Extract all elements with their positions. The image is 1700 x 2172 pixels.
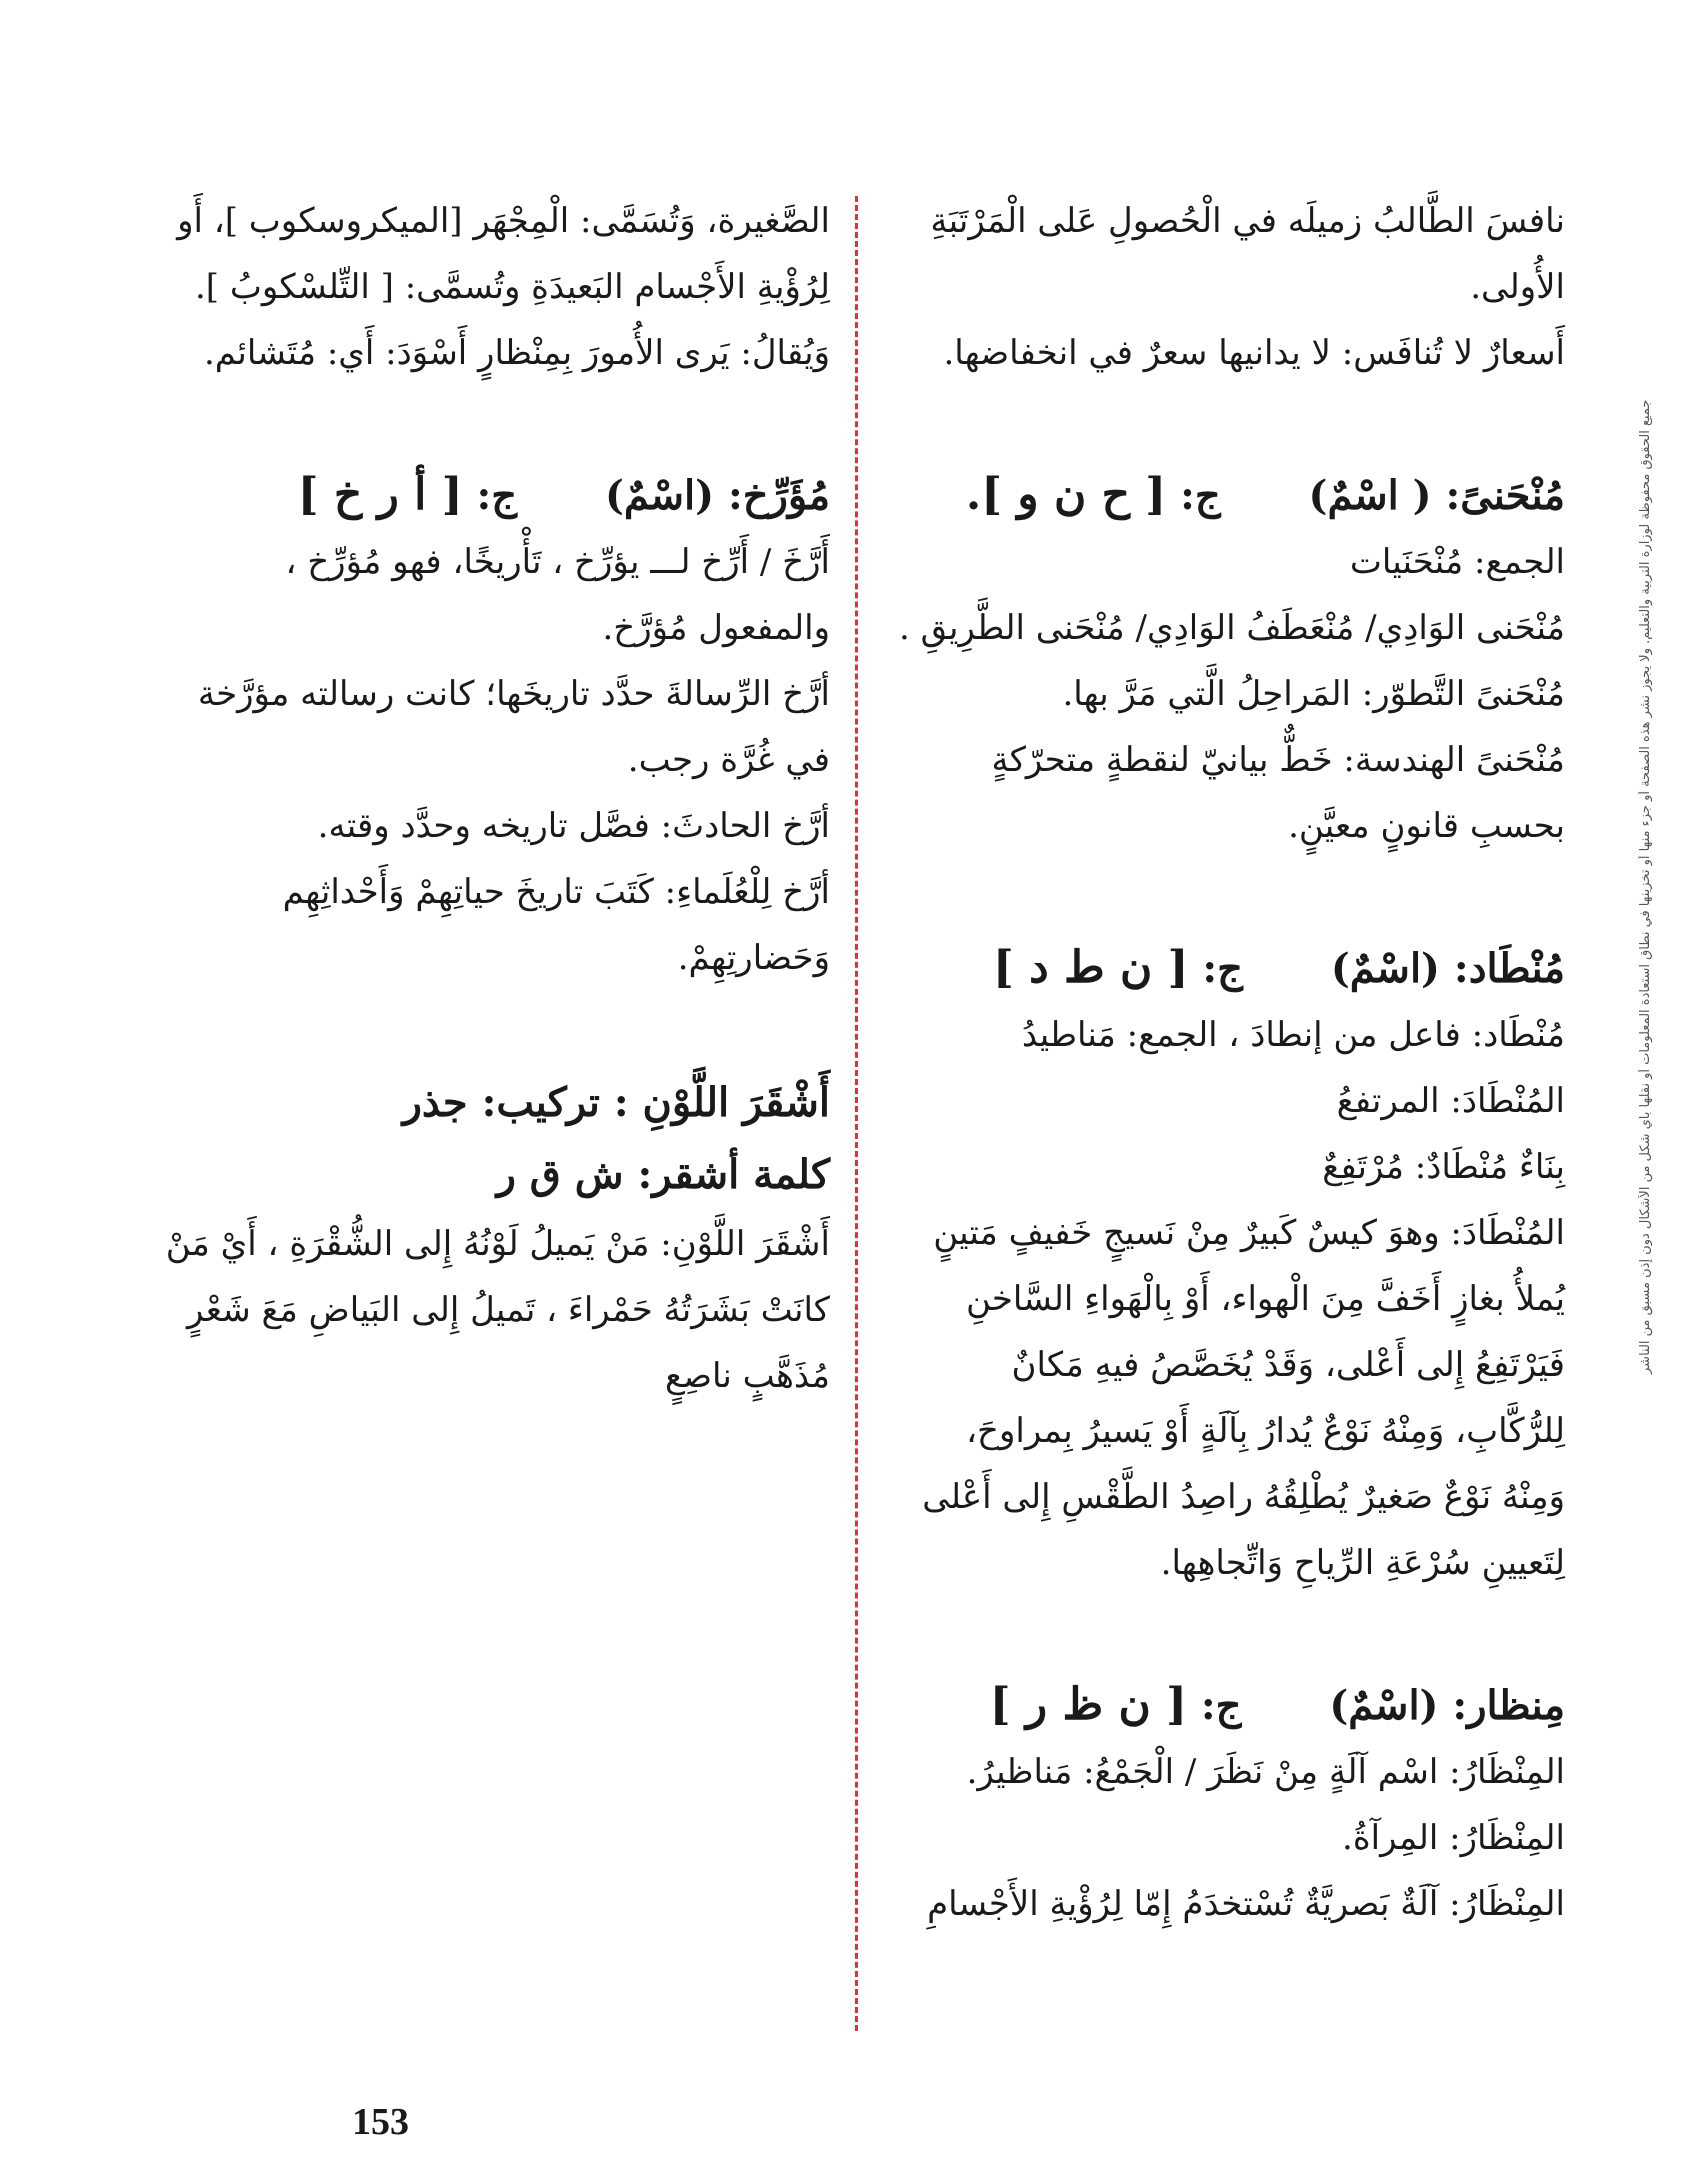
entry-root: [ أ ر خ ] — [297, 469, 463, 520]
text-line: وَحَضارتِهِمْ. — [677, 938, 830, 978]
text-line: مُنْطَاد: فاعل من إنطادَ ، الجمع: مَناطيدُ — [1021, 1015, 1565, 1055]
text-line: المِنْظَارُ: اسْم آلَةٍ مِنْ نَظَرَ / الْجَمْعُ: مَناظيرُ. — [966, 1752, 1565, 1792]
text-line: وَيُقالُ: يَرى الأُمورَ بِمِنْظارٍ أَسْوَدَ: أَي: مُتَشائم. — [203, 333, 830, 373]
text-line: مُنْحَنى الوَادِي/ مُنْعَطَفُ الوَادِي/ مُنْحَنى الطَّرِيقِ . — [899, 608, 1565, 648]
text-line: المِنْظَارُ: آلَةٌ بَصريَّةٌ تُسْتخدَمُ إِمّا لِرُؤْيةِ الأَجْسامِ — [927, 1884, 1565, 1924]
intro-block-right — [885, 188, 1565, 386]
entry-muntad — [885, 935, 1565, 1596]
text-line: أرَّخ الرِّسالةَ حدَّد تاريخَها؛ كانت رسالته مؤرَّخة — [197, 674, 830, 714]
text-line: لِتَعيينِ سُرْعَةِ الرِّياحِ وَاتِّجاهِها. — [1160, 1543, 1565, 1583]
entry-muarrikh — [185, 462, 830, 991]
entry-munhana — [885, 462, 1565, 859]
text-line: بِنَاءٌ مُنْطَادٌ: مُرْتَفِعٌ — [1322, 1147, 1565, 1187]
entry-subheading: كلمة أشقر: ش ق ر — [496, 1151, 830, 1198]
entry-heading: أَشْقَرَ اللَّوْنِ : تركيب: جذر — [402, 1079, 830, 1126]
text-line: أَسعارٌ لا تُنافَس: لا يدانيها سعرٌ في انخفاضها. — [943, 333, 1565, 373]
intro-block-left — [177, 188, 830, 386]
text-line: بحسبِ قانونٍ معيَّنٍ. — [1288, 806, 1565, 846]
root-label: ج: — [1180, 472, 1221, 519]
entry-root: [ ن ط د ] — [992, 942, 1189, 993]
entry-word: مُؤَرِّخ: — [728, 472, 830, 519]
text-line: لِرُؤْيةِ الأَجْسام البَعيدَةِ وتُسمَّى: [ التِّلسْكوبُ ]. — [194, 267, 830, 307]
text-line: مُذَهَّبٍ ناصِعٍ — [665, 1356, 830, 1396]
text-line: الصَّغيرة، وَتُسَمَّى: الْمِجْهَر [الميكروسكوب ]، أَو — [177, 201, 830, 241]
entry-root: [ ن ظ ر ] — [989, 1679, 1187, 1730]
entry-type: (اسْمٌ) — [604, 472, 715, 519]
text-line: كانَتْ بَشَرَتُهُ حَمْراءَ ، تَميلُ إِلى البَياضِ مَعَ شَعْرٍ — [187, 1290, 830, 1330]
text-line: المُنْطَادَ: المرتفعُ — [1336, 1081, 1565, 1121]
text-line: نافسَ الطَّالبُ زميلَه في الْحُصولِ عَلى الْمَرْتَبَةِ — [930, 201, 1565, 241]
entry-word: مُنْحَنىً: — [1445, 472, 1565, 519]
entry-ashqar — [165, 1067, 830, 1409]
entry-word: مُنْطَاد: — [1453, 945, 1565, 992]
entry-word: مِنظار: — [1452, 1682, 1565, 1729]
text-line: المِنْظَارُ: المِرآةُ. — [1342, 1818, 1565, 1858]
text-line: لِلرُّكَّابِ، وَمِنْهُ نَوْعٌ يُدارُ بِآلَةٍ أَوْ يَسيرُ بِمراوحَ، — [966, 1411, 1565, 1451]
entry-root: [ ح ن و ]. — [965, 469, 1167, 520]
text-line: الجمع: مُنْحَنَيات — [1349, 542, 1565, 582]
entry-heading — [185, 462, 830, 529]
root-label: ج: — [476, 472, 518, 519]
text-line: وَمِنْهُ نَوْعٌ صَغيرٌ يُطْلِقُهُ راصِدُ الطَّقْسِ إِلى أَعْلى — [922, 1477, 1565, 1517]
entry-minzar — [885, 1672, 1565, 1937]
text-line: في غُرَّة رجب. — [627, 740, 830, 780]
entry-heading — [885, 935, 1565, 1002]
copyright-note: جميع الحقوق محفوظة لوزارة التربية والتعليم. ولا يجوز نشر هذه الصفحة أو جزء منها أو تخزينها في نطاق استعادة المعلومات أو نقلها بأي شكل من الأشكال دون إذن مسبق من الناشر — [1638, 400, 1653, 1375]
text-line: مُنْحَنىً التَّطوّر: المَراحِلُ الَّتي مَرَّ بها. — [1062, 674, 1565, 714]
entry-type: (اسْمٌ) — [1330, 945, 1440, 992]
right-column — [885, 188, 1565, 2013]
root-label: ج: — [1200, 1682, 1242, 1729]
text-line: أرَّخ الحادثَ: فصَّل تاريخه وحدَّد وقته. — [317, 806, 830, 846]
text-line: الأُولى. — [1470, 267, 1565, 307]
left-column — [165, 188, 830, 1485]
entry-type: (اسْمٌ) — [1329, 1682, 1439, 1729]
text-line: يُملأُ بغازٍ أَخَفَّ مِنَ الْهواء، أَوْ بِالْهَواءِ السَّاخنِ — [965, 1279, 1565, 1319]
text-line: أرَّخ لِلْعُلَماءِ: كَتَبَ تاريخَ حياتِهِمْ وَأَحْداثِهِم — [282, 872, 830, 912]
text-line: فَيَرْتَفِعُ إِلى أَعْلى، وَقَدْ يُخَصَّصُ فيهِ مَكانٌ — [1011, 1345, 1565, 1385]
entry-heading — [885, 1672, 1565, 1739]
page-number: 153 — [352, 2101, 409, 2143]
text-line: والمفعول مُؤرَّخ. — [602, 608, 830, 648]
column-divider — [855, 196, 858, 2031]
entry-heading — [885, 462, 1565, 529]
root-label: ج: — [1202, 945, 1243, 992]
text-line: المُنْطَادَ: وهوَ كيسٌ كَبيرٌ مِنْ نَسيجٍ خَفيفٍ مَتينٍ — [933, 1213, 1565, 1253]
text-line: مُنْحَنىً الهندسة: خَطٌّ بيانيّ لنقطةٍ متحرّكةٍ — [991, 740, 1565, 780]
text-line: أَرَّخَ / أَرِّخ لـــ يؤرِّخ ، تَأْريخًا، فهو مُؤرِّخ ، — [285, 542, 830, 582]
text-line: أَشْقَرَ اللَّوْنِ: مَنْ يَميلُ لَوْنُهُ إِلى الشُّقْرَةِ ، أَيْ مَنْ — [165, 1224, 830, 1264]
entry-type: ( اسْمٌ) — [1308, 472, 1432, 519]
